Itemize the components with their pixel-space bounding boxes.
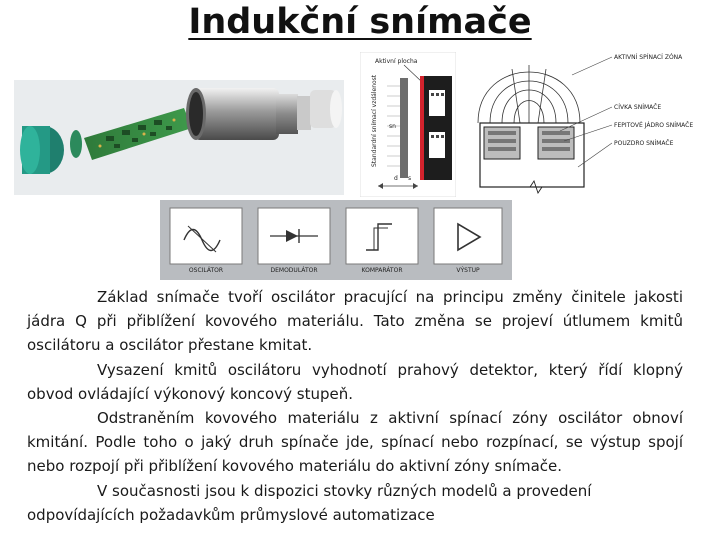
- svg-text:Aktivní plocha: Aktivní plocha: [375, 58, 418, 65]
- block-output: [434, 208, 502, 274]
- svg-text:d: d: [394, 175, 398, 182]
- block-oscillator: [170, 208, 242, 274]
- block-comparator: [346, 208, 418, 274]
- svg-text:Standardní snímací vzdálenost: Standardní snímací vzdálenost: [371, 74, 378, 167]
- paragraph-2: Vysazení kmitů oscilátoru vyhodnotí prahový detektor, který řídí klopný obvod ovládající výkonový koncový stupeň.: [27, 360, 683, 403]
- svg-text:CÍVKA SNÍMAČE: CÍVKA SNÍMAČE: [614, 104, 662, 111]
- block-label-oscillator: OSCILÁTOR: [188, 267, 224, 274]
- svg-text:AKTIVNÍ SPÍNACÍ ZÓNA: AKTIVNÍ SPÍNACÍ ZÓNA: [614, 54, 683, 61]
- block-label-output: VÝSTUP: [456, 267, 480, 274]
- block-label-demodulator: DEMODULÁTOR: [270, 267, 318, 274]
- page-title: Indukční snímače: [188, 2, 532, 42]
- sensor-photo: [14, 80, 344, 195]
- svg-text:sn: sn: [389, 123, 396, 130]
- sensor-section-diagram: [360, 52, 456, 197]
- svg-text:s: s: [408, 175, 412, 182]
- block-label-comparator: KOMPARÁTOR: [361, 267, 403, 274]
- block-demodulator: [258, 208, 330, 274]
- paragraph-3: Odstraněním kovového materiálu z aktivní spínací zóny oscilátor obnoví kmitání. Podle toho o jaký druh spínače jde, spínací nebo rozpínací, se výstup spojí nebo rozpojí při přiblížení kovového materiálu do aktivní zóny snímače.: [27, 409, 683, 476]
- paragraph-1: Základ snímače tvoří oscilátor pracující na principu změny činitele jakosti jádra Q při přiblížení kovového materiálu. Tato změna se projeví útlumem kmitů oscilátoru a oscilátor přestane kmitat.: [27, 288, 683, 355]
- svg-text:POUZDRO SNÍMAČE: POUZDRO SNÍMAČE: [614, 140, 674, 147]
- body-text: [27, 285, 683, 527]
- svg-text:FEPITOVÉ JÁDRO SNÍMAČE: FEPITOVÉ JÁDRO SNÍMAČE: [614, 122, 694, 129]
- sensor-field-diagram: [460, 45, 712, 195]
- paragraph-4: V současnosti jsou k dispozici stovky různých modelů a provedení odpovídajících požadavkům průmyslové automatizace: [27, 481, 592, 524]
- sensor-block-diagram: [160, 200, 512, 280]
